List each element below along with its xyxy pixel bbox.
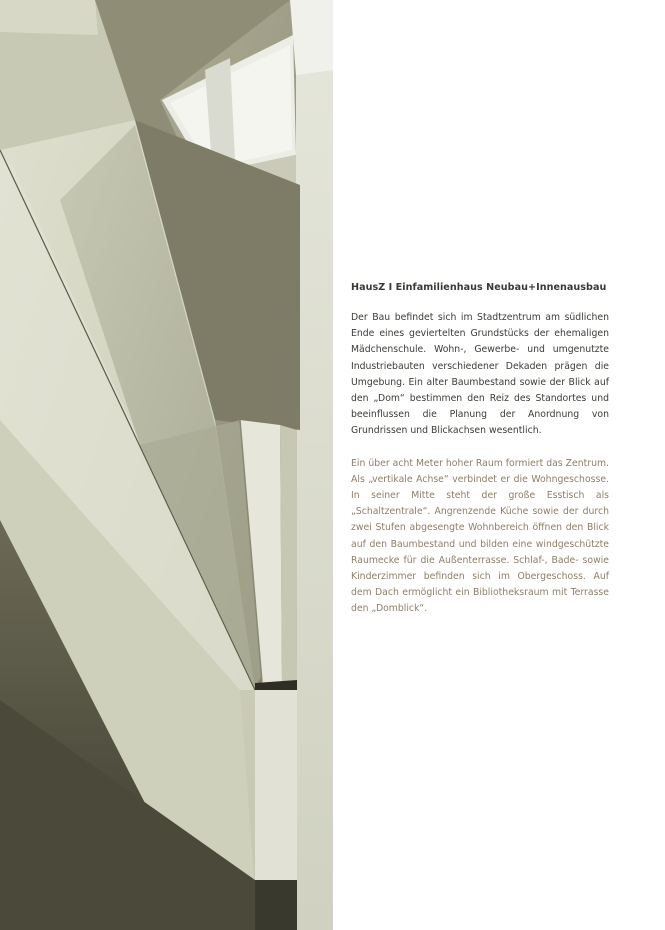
description-paragraph-1: Der Bau befindet sich im Stadtzentrum am südlichen Ende eines geviertelten Grundstücks der ehemaligen Mädchenschule. Wohn-, Gewerbe- und umgenutzte Industriebauten verschiedener Dekaden prägen die Umgebung. Ein alter Baumbestand sowie der Blick auf den „Dom“ bestimmen den Reiz des Standortes und beeinflussen die Planung der Anordnung von Grundrissen und Blickachsen wesentlich. bbox=[351, 312, 609, 437]
description-paragraph-2: Ein über acht Meter hoher Raum formiert das Zentrum. Als „vertikale Achse“ verbindet er die Wohngeschosse. In seiner Mitte steht der große Esstisch als „Schaltzentrale“. Angrenzende Küche sowie der durch zwei Stufen abgesengte Wohnbereich öffnen den Blick auf den Baumbestand und bilden eine windgeschützte Raumecke für die Außenterrasse. Schlaf-, Bade- sowie Kinderzimmer befinden sich im Obergeschoss. Auf dem Dach ermöglicht ein Bibliotheksraum mit Terrasse den „Domblick“. bbox=[351, 457, 609, 615]
project-title: HausZ I Einfamilienhaus Neubau+Innenausbau bbox=[351, 282, 607, 293]
text-column bbox=[351, 280, 609, 618]
